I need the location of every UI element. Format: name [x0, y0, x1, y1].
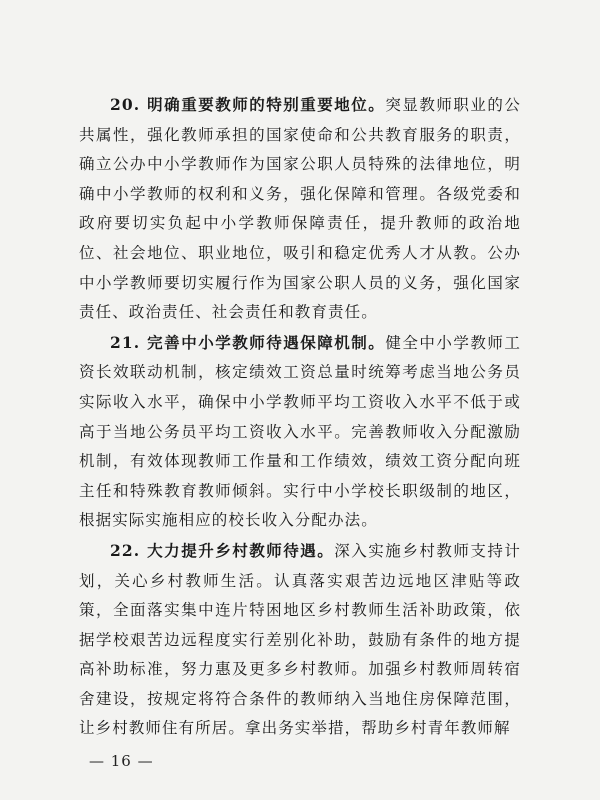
paragraph-22-body: 深入实施乡村教师支持计划，关心乡村教师生活。认真落实艰苦边远地区津贴等政策，全面落实集中连片特困地区乡村教师生活补助政策，依据学校艰苦边远程度实行差别化补助，鼓励有条件的地方提高补助标准，努力惠及更多乡村教师。加强乡村教师周转宿舍建设，按规定将符合条件的教师纳入当地住房保障范围，让乡村教师住有所居。拿出务实举措，帮助乡村青年教师解	[79, 541, 521, 738]
paragraph-20-heading: 20. 明确重要教师的特别重要地位。	[110, 95, 386, 114]
paragraph-21-body: 健全中小学教师工资长效联动机制，核定绩效工资总量时统筹考虑当地公务员实际收入水平，确保中小学教师平均工资收入水平不低于或高于当地公务员平均工资收入水平。完善教师收入分配激励机制，有效体现教师工作量和工作绩效，绩效工资分配向班主任和特殊教育教师倾斜。实行中小学校长职级制的地区，根据实际实施相应的校长收入分配办法。	[79, 333, 521, 530]
paragraph-20-body: 突显教师职业的公共属性，强化教师承担的国家使命和公共教育服务的职责，确立公办中小学教师作为国家公职人员特殊的法律地位，明确中小学教师的权利和义务，强化保障和管理。各级党委和政府要切实负起中小学教师保障责任，提升教师的政治地位、社会地位、职业地位，吸引和稳定优秀人才从教。公办中小学教师要切实履行作为国家公职人员的义务，强化国家责任、政治责任、社会责任和教育责任。	[79, 96, 521, 322]
paragraph-22-heading: 22. 大力提升乡村教师待遇。	[110, 540, 335, 560]
paragraph-22	[79, 536, 521, 744]
paragraph-21	[79, 328, 521, 536]
paragraph-21-heading: 21. 完善中小学教师待遇保障机制。	[110, 332, 386, 352]
page-number: — 16 —	[89, 752, 154, 770]
paragraph-20	[79, 90, 521, 328]
